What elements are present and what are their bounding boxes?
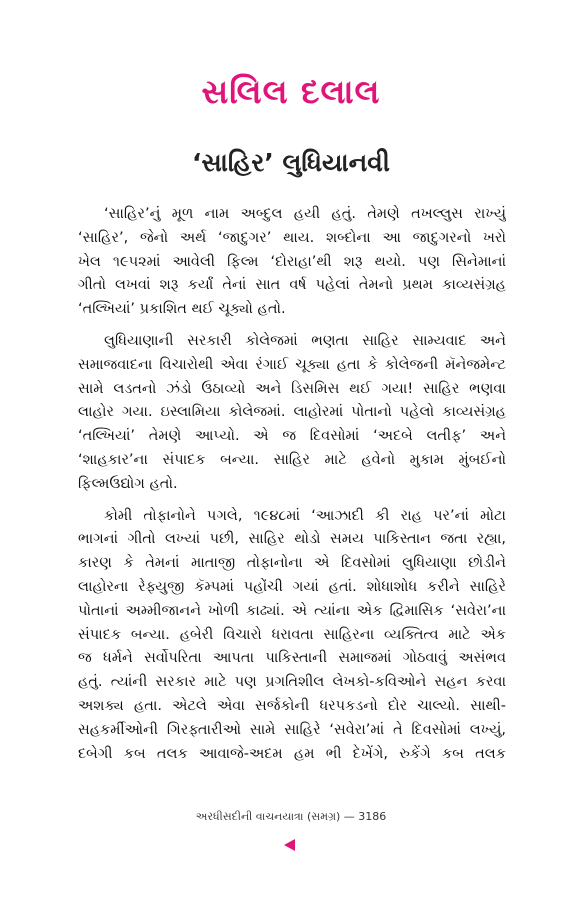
paragraph-3 [78,505,506,767]
text-line: કોમી તોફાનોને પગલે, ૧૯૪૮માં ‘આઝાદી કી રાહ પર’નાં મોટા [104,507,506,524]
text-line: ‘તલ્ખિયાં’ પ્રકાશિત થઈ ચૂક્યો હતો. [78,301,286,318]
text-line: દબેગી કબ તલક આવાજે-અદમ હમ ભી દેખેંગે, રુકેંગે કબ તલક [78,745,506,762]
text-line: હતું. ત્યાંની સરકાર માટે પણ પ્રગતિશીલ લેખકો-કવિઓને સહન કરવા [78,674,506,691]
text-line: અશક્ય હતા. એટલે એવા સર્જકોની ધરપકડનો દોર ચાલ્યો. સાથી- [78,697,506,714]
text-line: સામે લડતનો ઝંડો ઉઠાવ્યો અને ડિસમિસ થઈ ગયા! સાહિર ભણવા [78,380,506,397]
text-line: ગીતો લખવાં શરૂ કર્યાં તેનાં સાત વર્ષ પહેલાં તેમનો પ્રથમ કાવ્યસંગ્રહ [78,277,506,294]
text-line: લાહોરના રેફ્યુજી કૅમ્પમાં પહોંચી ગયાં હતાં. શોધાશોધ કરીને સાહિરે [78,578,506,595]
text-line: સહકર્મીઓની ગિરફ્તારીઓ સામે સાહિરે ‘સવેરા’માં તે દિવસોમાં લખ્યું, [78,721,506,738]
author-name: સલિલ દલાલ [201,72,381,111]
text-line: લાહોર ગયા. ઇસ્લામિયા કોલેજમાં. લાહોરમાં પોતાનો પહેલો કાવ્યસંગ્રહ [78,404,506,421]
text-line: ‘સાહિર’, જેનો અર્થ ‘જાદુગર’ થાય. શબ્દોના આ જાદુગરનો ખરો [78,229,506,246]
article-title: ‘સાહિર’ લુધિયાનવી [192,148,390,177]
previous-page-arrow-icon[interactable] [284,839,295,851]
text-line: ‘શાહકાર’ના સંપાદક બન્યા. સાહિર માટે હવેનો મુકામ મુંબઈનો [78,451,506,468]
paragraph-2 [78,330,506,497]
text-line: ભાગનાં ગીતો લખ્યાં પછી, સાહિર થોડો સમય પાકિસ્તાન જતા રહ્યા, [78,531,506,548]
text-line: ખેલ ૧૯૫૨માં આવેલી ફિલ્મ ‘દોરાહા’થી શરૂ થયો. પણ સિનેમાનાં [78,253,506,270]
text-line: લુધિયાણાની સરકારી કોલેજમાં ભણતા સાહિર સામ્યવાદ અને [104,332,506,349]
article-body [78,203,506,774]
text-line: ‘સાહિર’નું મૂળ નામ અબ્દુલ હયી હતું. તેમણે તખલ્લુસ રાખ્યું [104,206,506,222]
text-line: સમાજવાદના વિચારોથી એવા રંગાઈ ચૂક્યા હતા કે કોલેજની મૅનેજમેન્ટ [78,356,506,373]
text-line: ફિલ્મઉદ્યોગ હતો. [78,475,178,492]
text-line: કારણ કે તેમનાં માતાજી તોફાનોના એ દિવસોમાં લુધિયાણા છોડીને [78,555,506,572]
paragraph-1 [78,203,506,322]
text-line: સંપાદક બન્યા. હબેરી વિચારો ધરાવતા સાહિરના વ્યક્તિત્વ માટે એક [78,626,506,643]
text-line: પોતાનાં અમ્મીજાનને ખોળી કાઢ્યાં. એ ત્યાંના એક દ્વિમાસિક ‘સવેરા’ના [78,602,506,619]
text-line: જ ધર્મને સર્વોપરિતા આપતા પાકિસ્તાની સમાજમાં ગોઠવાવું અસંભવ [78,650,506,667]
text-line: ‘તલ્ખિયાં’ તેમણે આપ્યો. એ જ દિવસોમાં ‘અદબે લતીફ’ અને [78,428,506,445]
page-footer: અરધીસદીની વાચનયાત્રા (સમગ્ર) — 3186 [195,810,387,823]
